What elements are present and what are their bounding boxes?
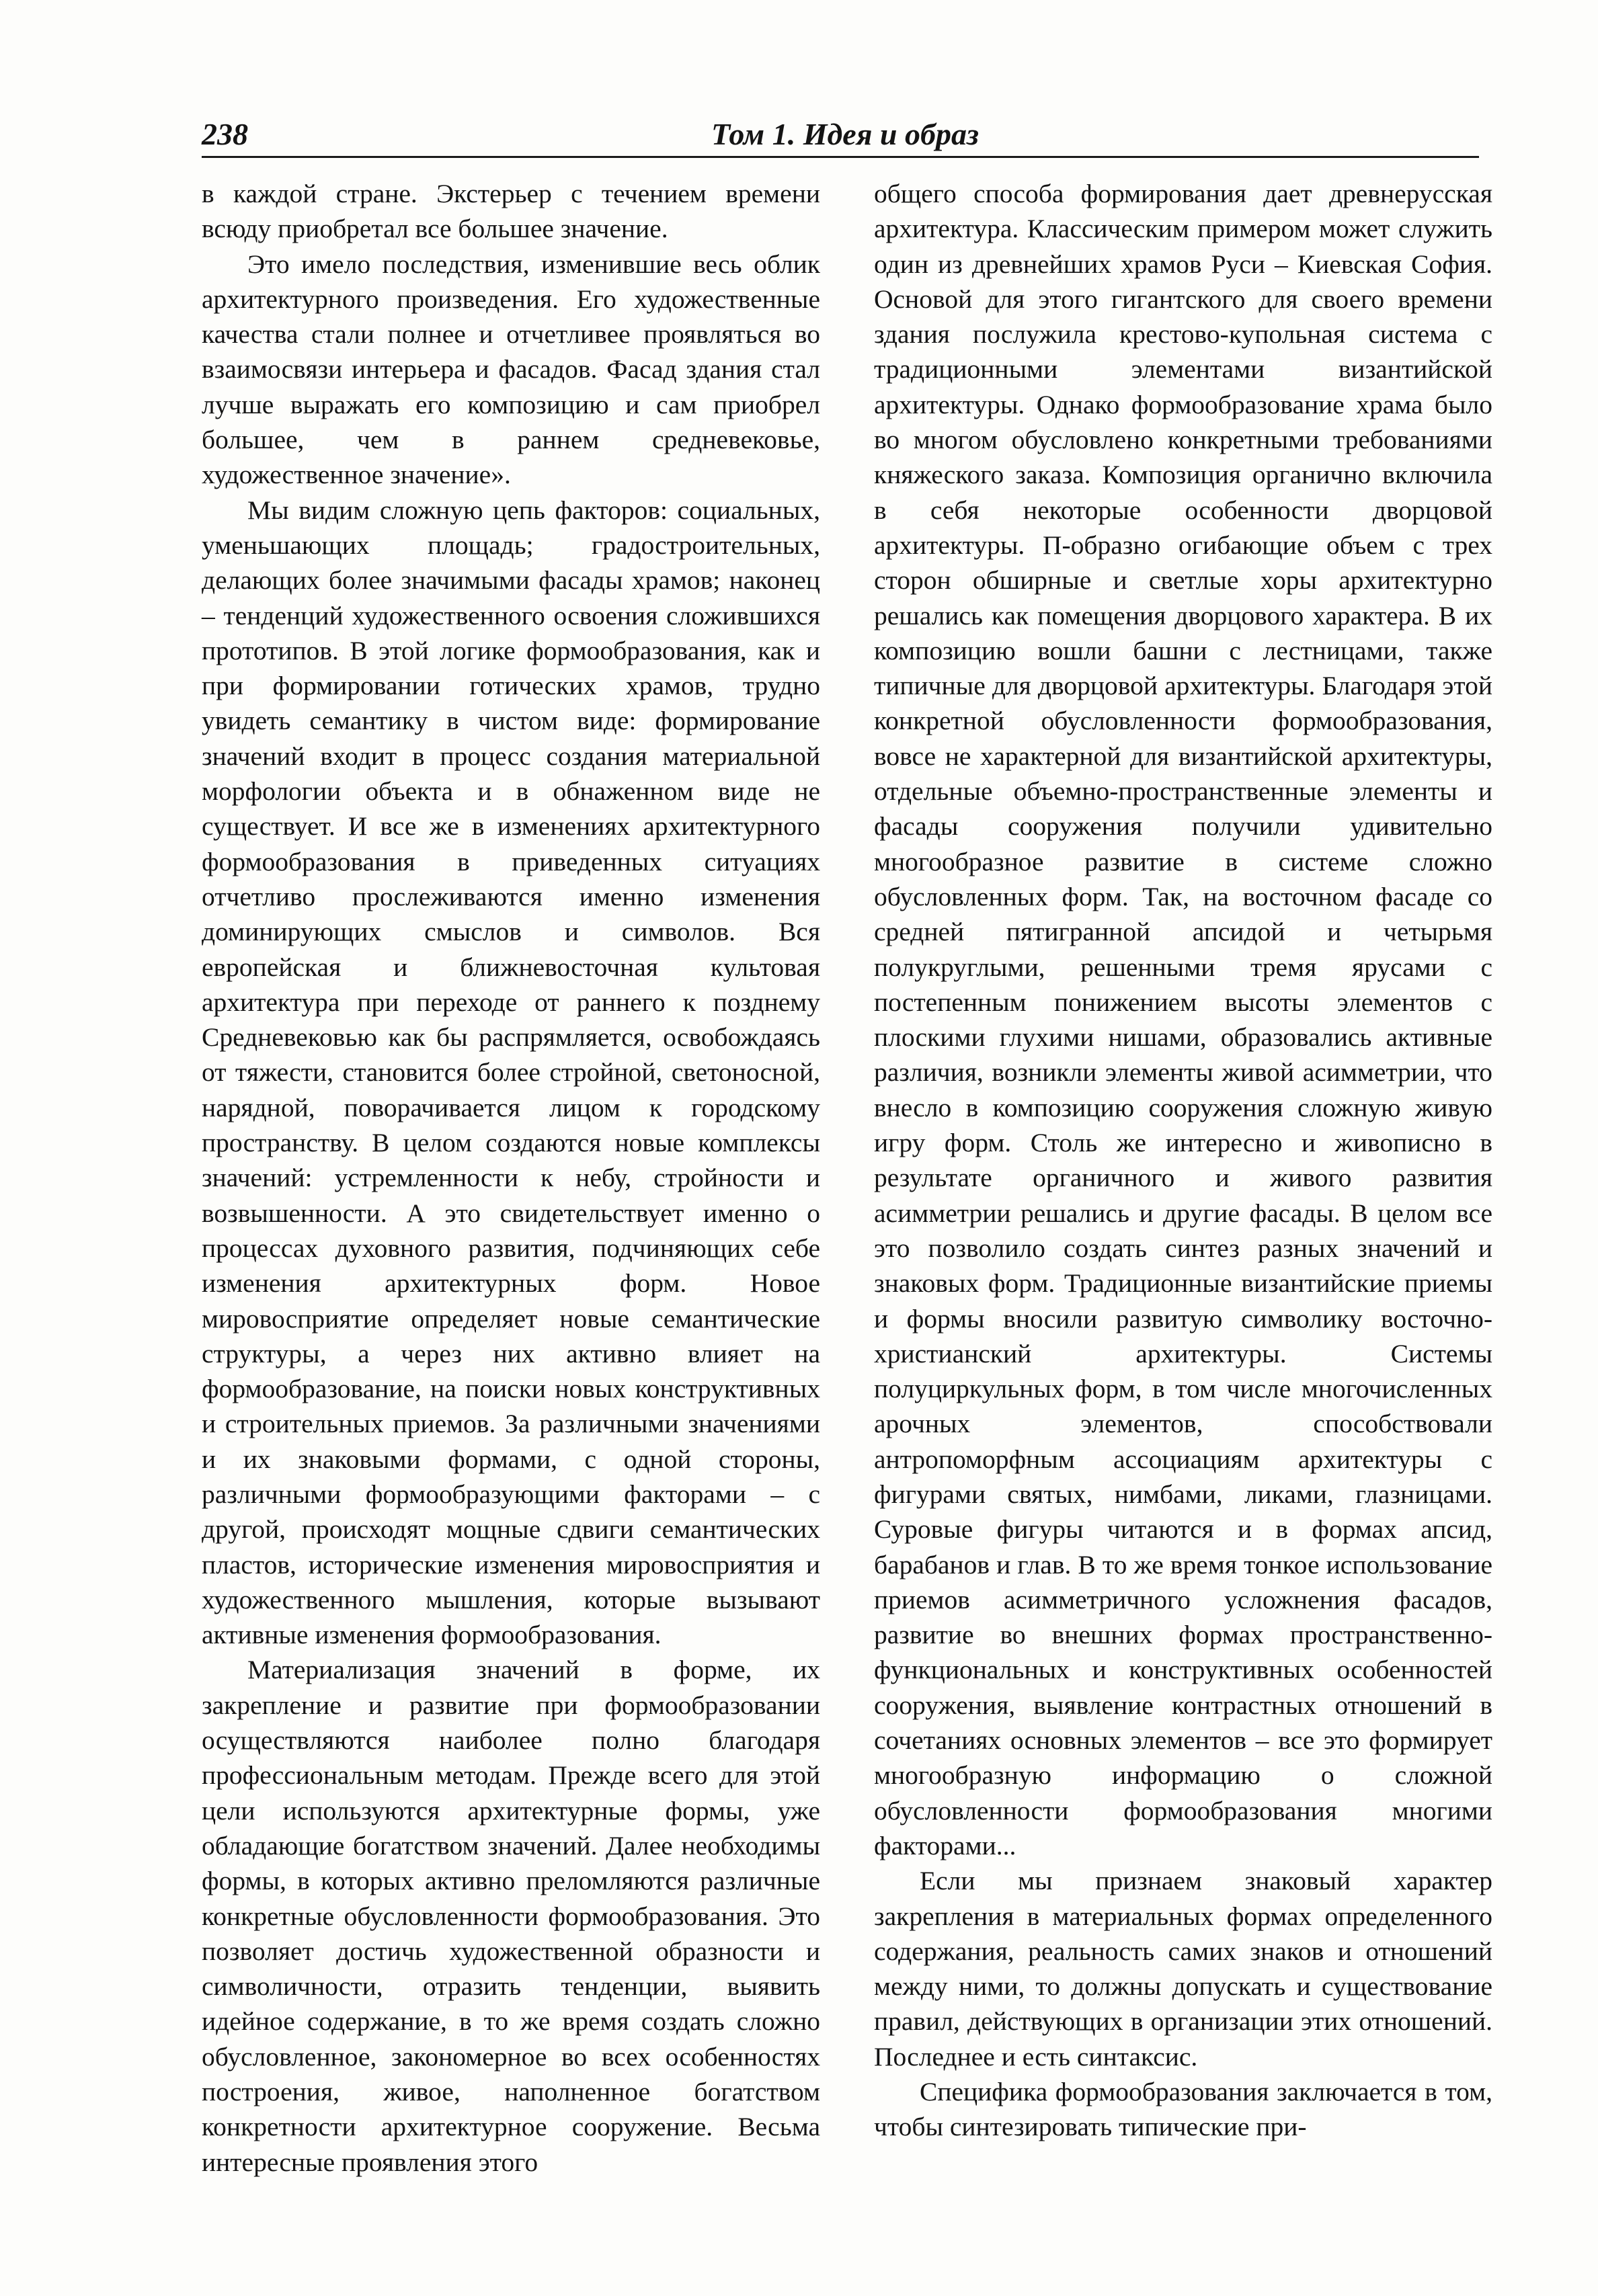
paragraph: Это имело последствия, изменившие весь облик архитектурного произведения. Его художественные качества стали полнее и отчетливее проявляться во взаимосвязи интерьера и фасадов. Фасад здания стал лучше выражать его композицию и сам приобрел большее, чем в раннем средневековье, художественное значение». bbox=[202, 249, 820, 490]
paragraph: общего способа формирования дает древнерусская архитектура. Классическим примером может служить один из древнейших храмов Руси – Киевская София. Основой для этого гигантского для своего времени здания послужила крестово-купольная система с традиционными элементами византийской архитектуры. Однако формообразование храма было во многом обусловлено конкретными требованиями княжеского заказа. Композиция органично включила в себя некоторые особенности дворцовой архитектуры. П-образно огибающие объем с трех сторон обширные и светлые хоры архитектурно решались как помещения дворцового характера. В их композицию вошли башни с лестницами, также типичные для дворцовой архитектуры. Благодаря этой конкретной обусловленности формообразования, вовсе не характерной для византийской архитектуры, отдельные объемно-пространственные элементы и фасады сооружения получили удивительно многообразное развитие в системе сложно обусловленных форм. Так, на восточном фасаде со средней пятигранной апсидой и четырьмя полукруглыми, решенными тремя ярусами с постепенным понижением высоты элементов с плоскими глухими нишами, образовались активные различия, возникли элементы живой асимметрии, что внесло в композицию сооружения сложную живую игру форм. Столь же интересно и живописно в результате органичного и живого развития асимметрии решались и другие фасады. В целом все это позволило создать синтез разных значений и знаковых форм. Традиционные византийские приемы и формы вносили развитую символику восточно-христианский архитектуры. Системы полуциркульных форм, в том числе многочисленных арочных элементов, способствовали антропоморфным ассоциациям архитектуры с фигурами святых, нимбами, ликами, глазницами. Суровые фигуры читаются и в формах апсид, барабанов и глав. В то же время тонкое использование приемов асимметричного усложнения фасадов, развитие во внешних формах пространственно-функциональных и конструктивных особенностей сооружения, выявление контрастных отношений в сочетаниях основных элементов – все это формирует многообразную информацию о сложной обусловленности формообразования многими факторами... bbox=[874, 179, 1492, 1860]
running-head bbox=[202, 114, 1479, 158]
paragraph: в каждой стране. Экстерьер с течением времени всюду приобретал все большее значение. bbox=[202, 179, 820, 244]
paragraph: Если мы признаем знаковый характер закрепления в материальных формах определенного содержания, реальность самих знаков и отношений между ними, то должны допускать и существование правил, действующих в организации этих отношений. Последнее и есть синтаксис. bbox=[874, 1866, 1492, 2072]
paragraph: Материализация значений в форме, их закрепление и развитие при формообразовании осуществляются наиболее полно благодаря профессиональным методам. Прежде всего для этой цели используются архитектурные формы, уже обладающие богатством значений. Далее необходимы формы, в которых активно преломляются различные конкретные обусловленности формообразования. Это позволяет достичь художественной образности и символичности, отразить тенденции, выявить идейное содержание, в то же время создать сложно обусловленное, закономерное во всех особенностях построения, живое, наполненное богатством конкретности архитектурное сооружение. Весьма интересные проявления этого bbox=[202, 1655, 820, 2177]
running-title: Том 1. Идея и образ bbox=[711, 117, 979, 151]
paragraph: Мы видим сложную цепь факторов: социальных, уменьшающих площадь; градостроительных, делающих более значимыми фасады храмов; наконец – тенденций художественного освоения сложившихся прототипов. В этой логике формообразования, как и при формировании готических храмов, трудно увидеть семантику в чистом виде: формирование значений входит в процесс создания материальной морфологии объекта и в обнаженном виде не существует. И все же в изменениях архитектурного формообразования в приведенных ситуациях отчетливо прослеживаются именно изменения доминирующих смыслов и символов. Вся европейская и ближневосточная культовая архитектура при переходе от раннего к позднему Средневековью как бы распрямляется, освобождаясь от тяжести, становится более стройной, светоносной, нарядной, поворачивается лицом к городскому пространству. В целом создаются новые комплексы значений: устремленности к небу, стройности и возвышенности. А это свидетельствует именно о процессах духовного развития, подчиняющих себе изменения архитектурных форм. Новое мировосприятие определяет новые семантические структуры, а через них активно влияет на формообразование, на поиски новых конструктивных и строительных приемов. За различными значениями и их знаковыми формами, с одной стороны, различными формообразующими факторами – с другой, происходят мощные сдвиги семантических пластов, исторические изменения мировосприятия и художественного мышления, которые вызывают активные изменения формообразования. bbox=[202, 495, 820, 1650]
page-number: 238 bbox=[202, 117, 248, 151]
right-text-column bbox=[874, 176, 1492, 2145]
left-text-column bbox=[202, 176, 820, 2180]
paragraph: Специфика формообразования заключается в том, чтобы синтезировать типические при- bbox=[874, 2077, 1492, 2142]
